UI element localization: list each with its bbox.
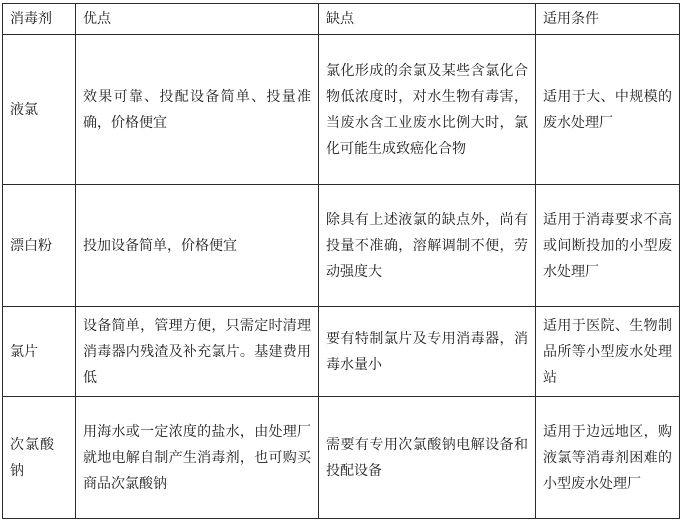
conditions-cell: 适用于消毒要求不高或间断投加的小型废水处理厂 — [536, 185, 680, 307]
table-row — [3, 35, 680, 185]
disinfectant-name: 氯片 — [3, 307, 76, 397]
pros-cell: 用海水或一定浓度的盐水，由处理厂就地电解自制产生消毒剂，也可购买商品次氯酸钠 — [76, 397, 319, 519]
disinfectant-name: 漂白粉 — [3, 185, 76, 307]
header-conditions: 适用条件 — [536, 4, 680, 35]
table-header-row — [3, 4, 680, 35]
cons-cell: 要有特制氯片及专用消毒器，消毒水量小 — [319, 307, 536, 397]
pros-cell: 投加设备简单，价格便宜 — [76, 185, 319, 307]
conditions-cell: 适用于医院、生物制品所等小型废水处理站 — [536, 307, 680, 397]
conditions-cell: 适用于大、中规模的废水处理厂 — [536, 35, 680, 185]
pros-cell: 效果可靠、投配设备简单、投量准确，价格便宜 — [76, 35, 319, 185]
header-disinfectant: 消毒剂 — [3, 4, 76, 35]
table-row — [3, 307, 680, 397]
disinfectant-name: 次氯酸钠 — [3, 397, 76, 519]
table-row — [3, 185, 680, 307]
conditions-cell: 适用于边远地区，购液氯等消毒剂困难的小型废水处理厂 — [536, 397, 680, 519]
cons-cell: 需要有专用次氯酸钠电解设备和投配设备 — [319, 397, 536, 519]
header-cons: 缺点 — [319, 4, 536, 35]
disinfectant-name: 液氯 — [3, 35, 76, 185]
header-pros: 优点 — [76, 4, 319, 35]
table-row — [3, 397, 680, 519]
pros-cell: 设备简单，管理方便，只需定时清理消毒器内残渣及补充氯片。基建费用低 — [76, 307, 319, 397]
cons-cell: 氯化形成的余氯及某些含氯化合物低浓度时，对水生物有毒害，当废水含工业废水比例大时，氯化可能生成致癌化合物 — [319, 35, 536, 185]
disinfectant-comparison-table — [2, 3, 680, 519]
cons-cell: 除具有上述液氯的缺点外，尚有投量不准确，溶解调制不便，劳动强度大 — [319, 185, 536, 307]
